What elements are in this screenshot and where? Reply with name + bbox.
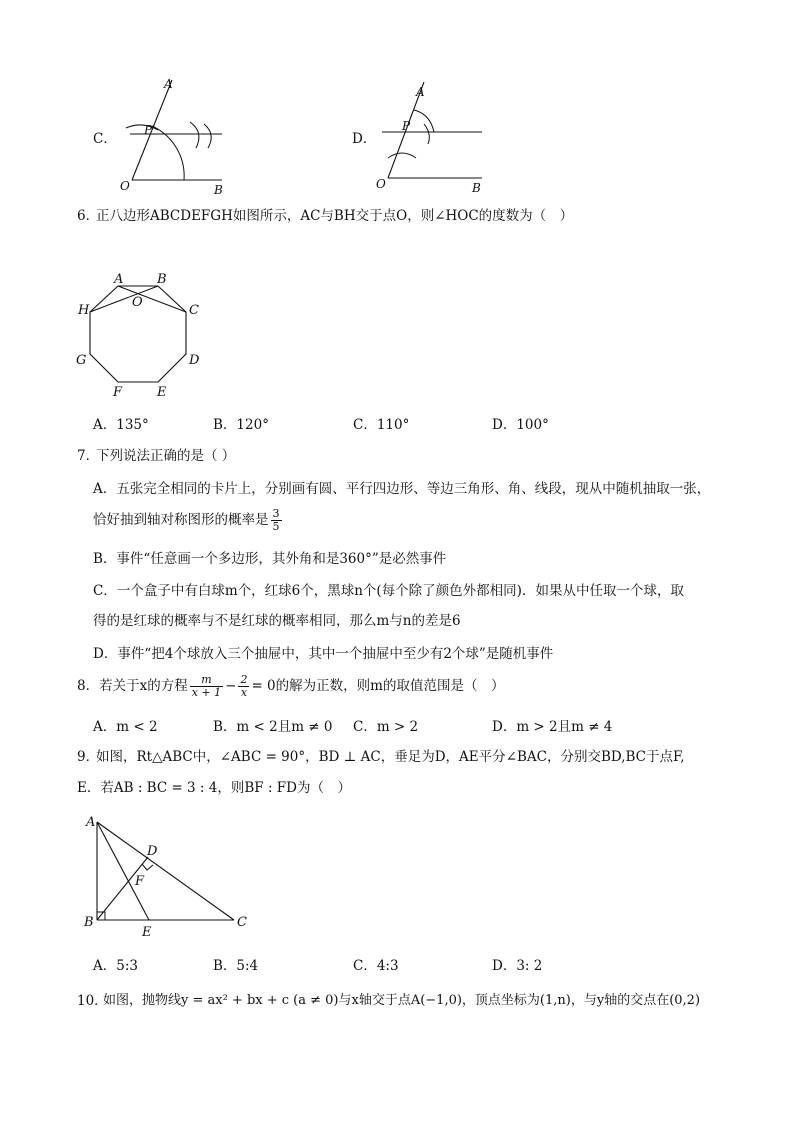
q8-fraction-1-num: m	[190, 674, 223, 687]
q7-option-c-line2: 得的是红球的概率与不是红球的概率相同，那么m与n的差是6	[93, 613, 461, 629]
q6-option-a: A．135°	[93, 417, 149, 433]
q9-option-a: A．5:3	[93, 958, 138, 974]
q5c-label-o: O	[120, 179, 130, 193]
q8-minus: −	[225, 678, 237, 694]
q6-label-g: G	[76, 353, 87, 368]
q9-label-d: D	[147, 844, 158, 859]
q7-text: 下列说法正确的是（ ）	[96, 448, 236, 464]
q9-line1: 如图，Rt△ABC中，∠ABC = 90°，BD ⊥ AC，垂足为D，AE平分∠BAC，分别交BD,BC于点F,	[96, 749, 685, 765]
q6-number: 6．	[77, 208, 100, 224]
q7-option-c-line1: C．一个盒子中有白球m个，红球6个，黑球n个(每个除了颜色外都相同)．如果从中任取一个球，取	[93, 583, 684, 599]
q8-stem	[77, 674, 504, 699]
q6-label-h: H	[78, 303, 90, 318]
q5d-label-a: A	[416, 85, 425, 99]
q9-option-c: C．4:3	[353, 958, 399, 974]
q5d-label-b: B	[472, 181, 481, 195]
q9-option-b: B．5:4	[213, 958, 259, 974]
q6-octagon-figure	[72, 268, 212, 404]
q6-label-c: C	[189, 303, 199, 318]
q5-option-d-label: D．	[352, 131, 377, 147]
q8-option-a: A．m < 2	[93, 719, 158, 735]
q6-option-d: D．100°	[492, 417, 549, 433]
q9-option-d: D．3: 2	[492, 958, 543, 974]
q9-label-b: B	[84, 915, 94, 930]
q6-option-c: C．110°	[353, 417, 410, 433]
q5c-label-b: B	[214, 183, 223, 197]
q5c-label-a: A	[164, 77, 173, 91]
q6-label-f: F	[113, 385, 123, 400]
q9-triangle-figure	[80, 812, 256, 942]
q6-label-o: O	[132, 295, 143, 310]
q5-figure-d	[372, 78, 488, 196]
q8-fraction-1	[190, 674, 223, 699]
q9-number: 9．	[77, 749, 100, 765]
q6-option-b: B．120°	[213, 417, 269, 433]
q8-option-b: B．m < 2且m ≠ 0	[213, 719, 333, 735]
q5c-label-p: P	[144, 123, 153, 137]
q6-label-e: E	[157, 385, 167, 400]
q9-label-a: A	[86, 815, 96, 830]
q8-text-before: 若关于x的方程	[99, 678, 188, 694]
q5-option-c-label: C．	[93, 131, 117, 147]
q6-label-b: B	[157, 272, 167, 287]
q7-option-a-line2: 恰好抽到轴对称图形的概率是	[93, 512, 269, 528]
q8-fraction-2-num: 2	[240, 673, 248, 686]
q9-label-c: C	[237, 915, 247, 930]
q7-option-a-line1: A．五张完全相同的卡片上，分别画有圆、平行四边形、等边三角形、角、线段，现从中随机抽取一张，	[93, 481, 711, 497]
q8-fraction-2	[238, 674, 249, 699]
q7-option-a-line2-wrap	[93, 508, 284, 533]
q8-option-c: C．m > 2	[353, 719, 419, 735]
q6-label-a: A	[114, 272, 124, 287]
q8-number: 8．	[77, 678, 100, 694]
q7-option-b: B．事件“任意画一个多边形，其外角和是360°”是必然事件	[93, 551, 447, 567]
q9-line2: E．若AB : BC = 3 : 4，则BF : FD为（ ）	[77, 780, 351, 796]
q8-text-after: = 0的解为正数，则m的取值范围是（ ）	[251, 678, 505, 694]
q8-fraction-1-den: x + 1	[191, 686, 222, 699]
q7-fraction	[271, 508, 282, 533]
q7-fraction-num: 3	[272, 507, 280, 520]
q6-label-d: D	[189, 353, 200, 368]
q7-fraction-den: 5	[272, 520, 280, 533]
q10-number: 10．	[77, 993, 108, 1009]
q6-text: 正八边形ABCDEFGH如图所示，AC与BH交于点O，则∠HOC的度数为（ ）	[96, 208, 574, 224]
q8-fraction-2-den: x	[240, 686, 248, 699]
q10-text: 如图，抛物线y = ax² + bx + c (a ≠ 0)与x轴交于点A(−1,0)，顶点坐标为(1,n)，与y轴的交点在(0,2)	[103, 993, 701, 1008]
q7-number: 7．	[77, 448, 100, 464]
q9-label-e: E	[142, 925, 152, 940]
q5-figure-c	[112, 76, 232, 198]
q5d-label-o: O	[376, 177, 386, 191]
q5d-label-p: P	[402, 119, 411, 133]
q7-option-d: D．事件“把4个球放入三个抽屉中，其中一个抽屉中至少有2个球”是随机事件	[93, 646, 554, 662]
q9-label-f: F	[135, 874, 145, 889]
q8-option-d: D．m > 2且m ≠ 4	[492, 719, 613, 735]
